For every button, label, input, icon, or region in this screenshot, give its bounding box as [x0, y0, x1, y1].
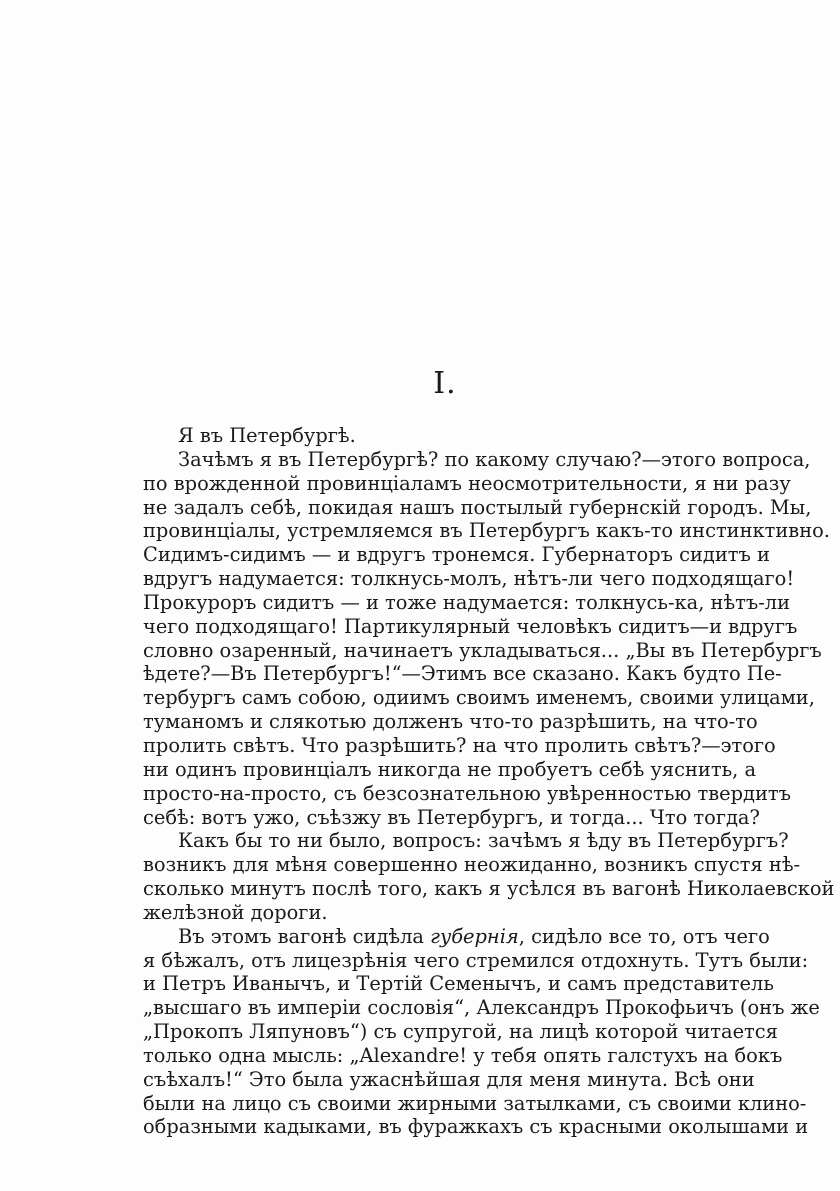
chapter-heading: I. — [433, 366, 457, 401]
body-text — [143, 424, 835, 1139]
text-line: сколько минутъ послѣ того, какъ я усѣлся въ вагонѣ Николаевской — [143, 877, 835, 901]
text-line: пролить свѣтъ. Что разрѣшить? на что пролить свѣтъ?—этого — [143, 733, 776, 757]
text-line: только одна мысль: „Alexandre! у тебя опять галстухъ на бокъ — [143, 1043, 783, 1067]
text-line: не задалъ себѣ, покидая нашъ постылый губернскій городъ. Мы, — [143, 495, 812, 519]
text-line: желѣзной дороги. — [143, 900, 328, 924]
text-line: Какъ бы то ни было, вопросъ: зачѣмъ я ѣду въ Петербургъ? — [178, 829, 789, 853]
text-line: Прокуроръ сидитъ — и тоже надумается: толкнусь-ка, нѣтъ-ли — [143, 590, 791, 614]
text-line: Сидимъ-сидимъ — и вдругъ тронемся. Губернаторъ сидитъ и — [143, 543, 770, 567]
text-line: Въ этомъ вагонѣ сидѣла губернія, сидѣло все то, отъ чего — [178, 924, 770, 948]
text-line: образными кадыками, въ фуражкахъ съ красными околышами и — [143, 1115, 809, 1139]
text-line: и Петръ Иванычъ, и Тертій Семенычъ, и самъ представитель — [143, 972, 774, 996]
emphasized-word: губернія — [430, 924, 519, 948]
text-line: туманомъ и слякотью долженъ что-то разрѣшить, на что-то — [143, 710, 758, 734]
text-line: были на лицо съ своими жирными затылками, съ своими клино- — [143, 1091, 807, 1115]
text-line: „Прокопъ Ляпуновъ“) съ супругой, на лицѣ которой читается — [143, 1020, 778, 1044]
text-line: чего подходящаго! Партикулярный человѣкъ сидитъ—и вдругъ — [143, 614, 798, 638]
text-line: ни одинъ провинціалъ никогда не пробуетъ себѣ уяснить, а — [143, 757, 757, 781]
text-line: тербургъ самъ собою, одиимъ своимъ именемъ, своими улицами, — [143, 686, 815, 710]
text-line: „высшаго въ имперіи сословія“, Александръ Прокофьичъ (онъ же — [143, 996, 820, 1020]
text-line: просто-на-просто, съ безсознательною увѣренностью твердитъ — [143, 781, 791, 805]
text-line: по врожденной провинціаламъ неосмотрительности, я ни разу — [143, 471, 791, 495]
text-line: себѣ: вотъ ужо, съѣзжу въ Петербургъ, и тогда... Что тогда? — [143, 805, 760, 829]
text-line: съѣхалъ!“ Это была ужаснѣйшая для меня минута. Всѣ они — [143, 1067, 755, 1091]
text-line: я бѣжалъ, отъ лицезрѣнія чего стремился отдохнуть. Тутъ были: — [143, 948, 809, 972]
text-line: Я въ Петербургѣ. — [178, 424, 356, 447]
text-line: вдругъ надумается: толкнусь-молъ, нѣтъ-ли чего подходящаго! — [143, 567, 795, 591]
text-line: Зачѣмъ я въ Петербургѣ? по какому случаю?—этого вопроса, — [178, 447, 811, 471]
text-line: ѣдете?—Въ Петербургъ!“—Этимъ все сказано. Какъ будто Пе- — [143, 662, 782, 686]
text-line: провинціалы, устремляемся въ Петербургъ какъ-то инстинктивно. — [143, 519, 830, 543]
text-line: словно озаренный, начинаетъ укладываться... „Вы въ Петербургъ — [143, 638, 822, 662]
text-line: возникъ для мѣня совершенно неожиданно, возникъ спустя нѣ- — [143, 853, 801, 877]
